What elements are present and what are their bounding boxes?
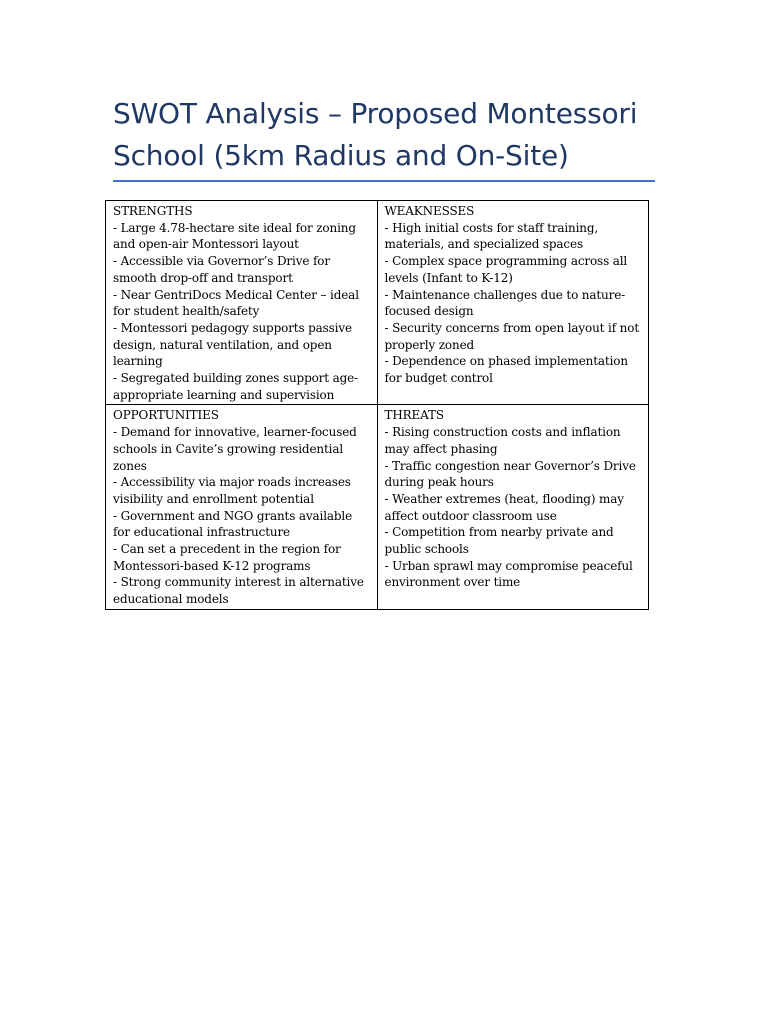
weaknesses-cell (377, 201, 649, 405)
weakness-item: - Complex space programming across all levels (Infant to K-12) (384, 254, 628, 285)
strength-item: - Accessible via Governor’s Drive for smooth drop-off and transport (113, 254, 330, 285)
strength-item: - Montessori pedagogy supports passive design, natural ventilation, and open learning (113, 320, 352, 369)
weaknesses-heading: WEAKNESSES (384, 204, 475, 218)
weakness-item: - Security concerns from open layout if not properly zoned (384, 320, 639, 352)
opportunity-item: - Accessibility via major roads increases visibility and enrollment potential (113, 475, 351, 506)
opportunity-item: - Can set a precedent in the region for Montessori-based K-12 programs (113, 542, 341, 573)
swot-row-external (106, 405, 649, 609)
threats-heading: THREATS (384, 408, 444, 423)
opportunities-heading: OPPORTUNITIES (113, 408, 219, 423)
opportunity-item: - Government and NGO grants available for educational infrastructure (113, 508, 353, 540)
threat-item: - Competition from nearby private and public schools (384, 525, 614, 557)
page-title: SWOT Analysis – Proposed Montessori School (5km Radius and On-Site) (113, 97, 638, 172)
threat-item: - Urban sprawl may compromise peaceful environment over time (384, 558, 633, 590)
weakness-item: - Maintenance challenges due to nature-focused design (384, 287, 626, 319)
weakness-item: - High initial costs for staff training, materials, and specialized spaces (384, 220, 599, 252)
swot-table (105, 200, 649, 610)
threat-item: - Weather extremes (heat, flooding) may affect outdoor classroom use (384, 491, 624, 523)
strengths-cell (106, 201, 378, 405)
strengths-heading: STRENGTHS (113, 204, 193, 218)
strength-item: - Near GentriDocs Medical Center – ideal for student health/safety (113, 287, 359, 319)
opportunities-cell (106, 405, 378, 609)
threat-item: - Traffic congestion near Governor’s Drive during peak hours (384, 458, 636, 490)
threats-cell (377, 405, 649, 609)
strength-item: - Large 4.78-hectare site ideal for zoning and open-air Montessori layout (113, 220, 356, 252)
swot-row-internal (106, 201, 649, 405)
weakness-item: - Dependence on phased implementation for budget control (384, 354, 628, 386)
threat-item: - Rising construction costs and inflation may affect phasing (384, 425, 621, 456)
opportunity-item: - Demand for innovative, learner-focused schools in Cavite’s growing residential zones (113, 425, 357, 473)
title-divider (113, 180, 655, 182)
opportunity-item: - Strong community interest in alternative educational models (113, 575, 364, 607)
strength-item: - Segregated building zones support age-appropriate learning and supervision (113, 371, 358, 402)
